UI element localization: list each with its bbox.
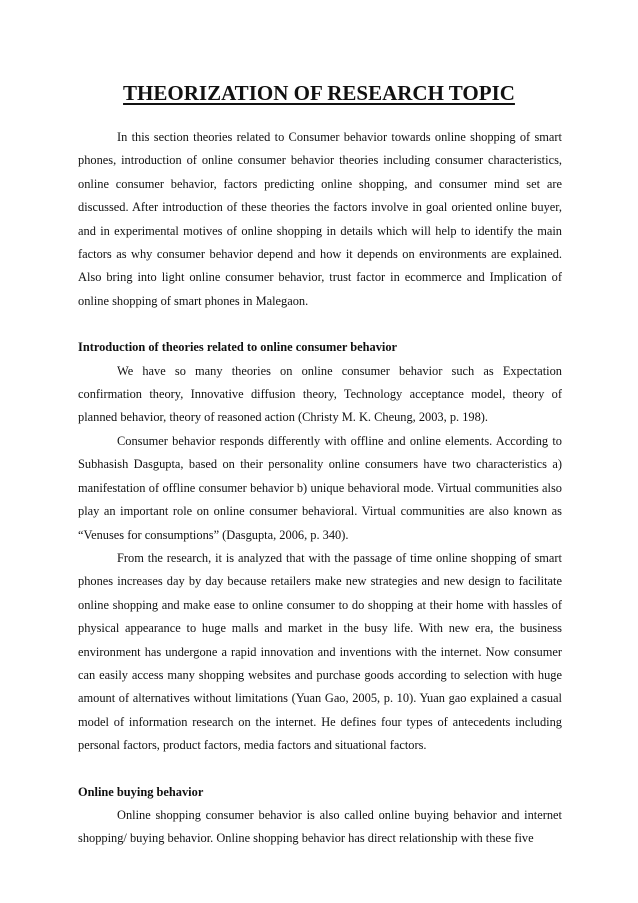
document-body <box>78 126 562 851</box>
section-heading-introduction: Introduction of theories related to online consumer behavior <box>78 340 398 355</box>
page-title: THEORIZATION OF RESEARCH TOPIC <box>123 81 515 105</box>
research-paragraph: From the research, it is analyzed that with the passage of time online shopping of smart phones increases day by day because retailers make new strategies and new design to facilitate online shopping and make ease to online consumer to do shopping at their home with hassles of physical appearance to huge malls and market in the busy life. With new era, the business environment has undergone a rapid innovation and inventions with the internet. Now consumer can easily access many shopping websites and purchase goods according to selection with huge amount of alternatives without limitations (Yuan Gao, 2005, p. 10). Yuan gao explained a casual model of information research on the internet. He defines four types of antecedents including personal factors, product factors, media factors and situational factors. <box>78 550 562 753</box>
online-buying-paragraph: Online shopping consumer behavior is also called online buying behavior and internet shopping/ buying behavior. Online shopping behavior has direct relationship with these five <box>78 807 562 846</box>
section-heading-online-buying: Online buying behavior <box>78 784 204 799</box>
intro-paragraph: In this section theories related to Consumer behavior towards online shopping of smart phones, introduction of online consumer behavior theories including consumer characteristics, online consumer behavior, factors predicting online shopping, and consumer mind set are discussed. After introduction of these theories the factors involve in goal oriented online buyer, and in experimental motives of online shopping in details which will help to identify the main factors as why consumer behavior depend and how it depends on environments are explained. Also bring into light online consumer behavior, trust factor in ecommerce and Implication of online shopping of smart phones in Malegaon. <box>78 130 562 308</box>
theories-paragraph: We have so many theories on online consumer behavior such as Expectation confirmation theory, Innovative diffusion theory, Technology acceptance model, theory of planned behavior, theory of reasoned action (Christy M. K. Cheung, 2003, p. 198). <box>78 363 562 425</box>
dasgupta-paragraph: Consumer behavior responds differently with offline and online elements. According to Subhasish Dasgupta, based on their personality online consumers have two characteristics a) manifestation of offline consumer behavior b) unique behavioral mode. Virtual communities also play an important role on online consumer behavioral. Virtual communities are also known as “Venuses for consumptions” (Dasgupta, 2006, p. 340). <box>78 433 562 542</box>
